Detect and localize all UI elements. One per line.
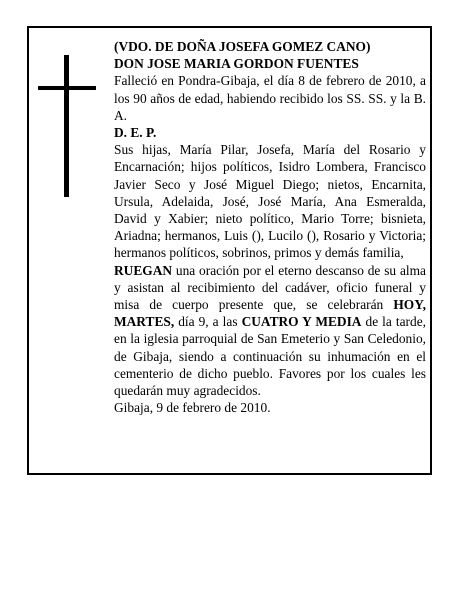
deceased-name: DON JOSE MARIA GORDON FUENTES: [114, 56, 359, 72]
place-date: Gibaja, 9 de febrero de 2010.: [114, 400, 271, 416]
day-label: HOY, MARTES,: [114, 297, 426, 330]
funeral-request: [114, 262, 426, 400]
request-text-3: de la tarde, en la iglesia parroquial de San Emeterio y San Celedonio, de Gibaja, siendo a continuación su inhumación en el cementerio de dicho pueblo. Favores por los cuales les quedarán muy agradecidos.: [114, 314, 426, 399]
obituary-text: [114, 38, 426, 416]
time-label: CUATRO Y MEDIA: [241, 314, 362, 330]
cross-icon: [38, 55, 98, 197]
family-list: Sus hijas, María Pilar, Josefa, María del Rosario y Encarnación; hijos políticos, Isidro Lombera, Francisco Javier Seco y José Miguel Diego; nietos, Encarnita, Ursula, Adelaida, José, José María, Ana Esmeralda, David y Xabier; nieto político, Mario Torre; bisnieta, Ariadna; hermanos, Luis (), Lucilo (), Rosario y Victoria; hermanos políticos, sobrinos, primos y demás familia,: [114, 142, 426, 261]
death-announcement: Falleció en Pondra-Gibaja, el día 8 de febrero de 2010, a los 90 años de edad, habiendo recibido los SS. SS. y la B. A.: [114, 73, 426, 123]
request-text-2: día 9, a las: [174, 314, 242, 330]
cross-vertical-bar: [64, 55, 69, 197]
request-text-1: una oración por el eterno descanso de su alma y asistan al recibimiento del cadáver, oficio funeral y misa de cuerpo presente que, se celebrarán: [114, 262, 426, 313]
ruegan-label: RUEGAN: [114, 262, 173, 278]
dep-line: D. E. P.: [114, 125, 157, 141]
cross-horizontal-bar: [38, 86, 96, 90]
widow-line: (VDO. DE DOÑA JOSEFA GOMEZ CANO): [114, 39, 371, 54]
